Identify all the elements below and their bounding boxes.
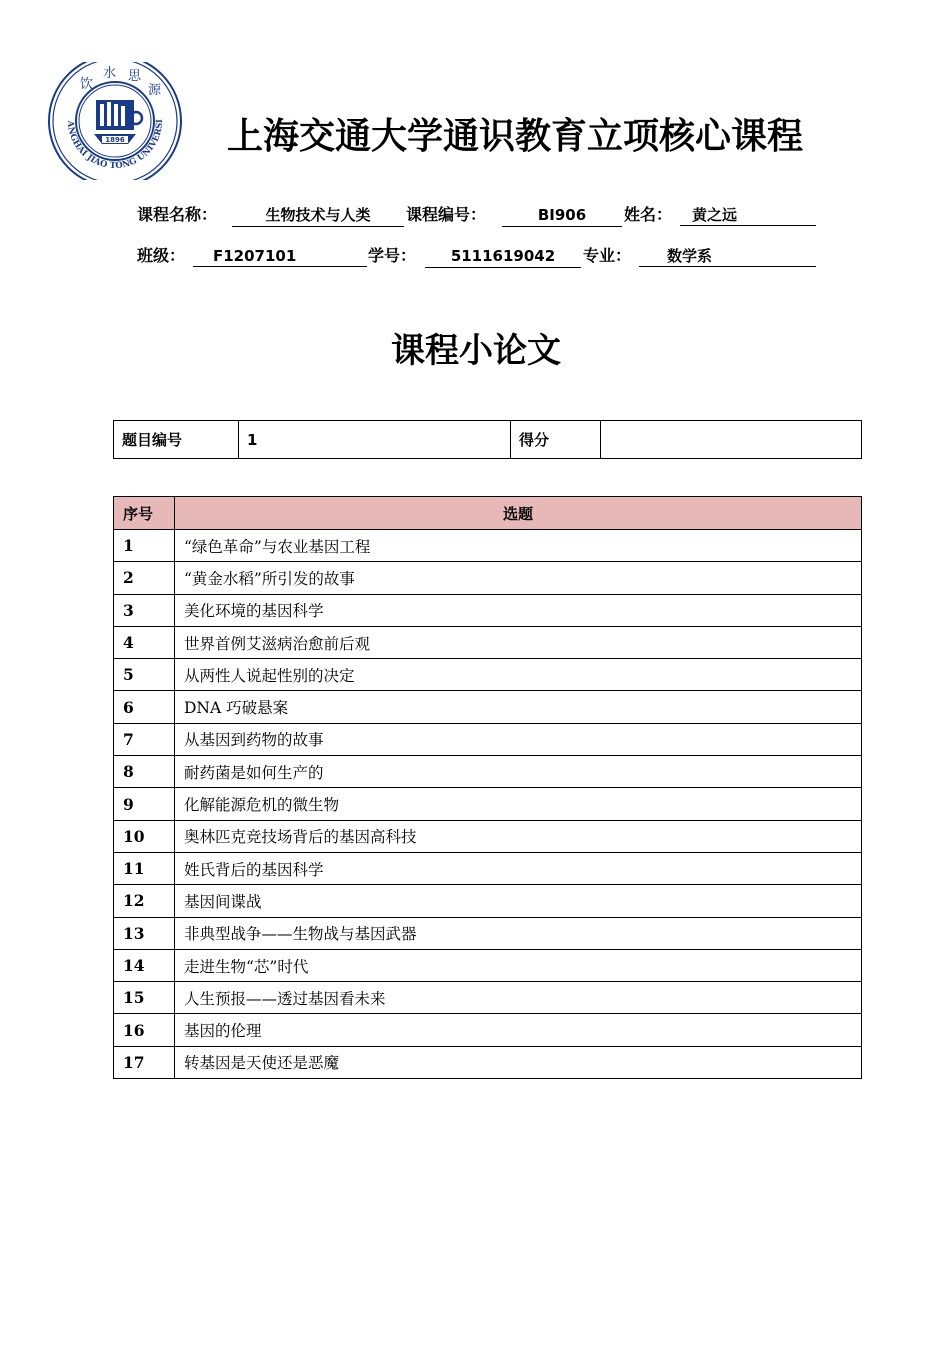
topic-number: 3 bbox=[114, 594, 175, 626]
class-value: F1207101 bbox=[193, 245, 367, 267]
topic-title: 基因的伦理 bbox=[175, 1014, 862, 1046]
class-label: 班级： bbox=[137, 246, 186, 265]
topic-number: 10 bbox=[114, 820, 175, 852]
paper-title: 课程小论文 bbox=[391, 331, 561, 371]
topics-body bbox=[114, 530, 862, 1079]
topic-number-label: 题目编号 bbox=[114, 421, 239, 459]
table-row bbox=[114, 949, 862, 981]
table-row bbox=[114, 530, 862, 562]
table-row bbox=[114, 1046, 862, 1078]
topic-number: 16 bbox=[114, 1014, 175, 1046]
table-row bbox=[114, 723, 862, 755]
topic-number: 6 bbox=[114, 691, 175, 723]
table-row bbox=[114, 594, 862, 626]
svg-text:饮: 饮 bbox=[80, 77, 94, 92]
topic-number: 13 bbox=[114, 917, 175, 949]
university-title: 上海交通大学通识教育立项核心课程 bbox=[227, 116, 804, 157]
topic-number: 2 bbox=[114, 562, 175, 594]
topic-title: DNA 巧破悬案 bbox=[175, 691, 862, 723]
topic-title: 耐药菌是如何生产的 bbox=[175, 756, 862, 788]
topic-title: 美化环境的基因科学 bbox=[175, 594, 862, 626]
university-logo bbox=[48, 62, 184, 180]
topic-number-value: 1 bbox=[239, 421, 511, 459]
col-topic-header: 选题 bbox=[175, 497, 862, 530]
topic-title: 化解能源危机的微生物 bbox=[175, 788, 862, 820]
topic-title: 从基因到药物的故事 bbox=[175, 723, 862, 755]
major-label: 专业： bbox=[583, 246, 632, 265]
topic-number: 9 bbox=[114, 788, 175, 820]
name-value: 黄之远 bbox=[680, 204, 816, 226]
table-row bbox=[114, 852, 862, 884]
topic-title: “绿色革命”与农业基因工程 bbox=[175, 530, 862, 562]
table-row bbox=[114, 917, 862, 949]
score-table bbox=[113, 420, 862, 459]
major-value: 数学系 bbox=[639, 245, 816, 267]
table-row bbox=[114, 659, 862, 691]
topic-number: 12 bbox=[114, 885, 175, 917]
topic-number: 15 bbox=[114, 982, 175, 1014]
table-row bbox=[114, 885, 862, 917]
topic-number: 4 bbox=[114, 626, 175, 658]
topic-title: 非典型战争——生物战与基因武器 bbox=[175, 917, 862, 949]
topic-number: 5 bbox=[114, 659, 175, 691]
table-row bbox=[114, 562, 862, 594]
score-value bbox=[601, 421, 862, 459]
course-code-value: BI906 bbox=[502, 204, 622, 227]
topics-header-row bbox=[114, 497, 862, 530]
table-row bbox=[114, 691, 862, 723]
topics-table bbox=[113, 496, 862, 1079]
svg-text:水: 水 bbox=[103, 66, 117, 81]
table-row bbox=[114, 626, 862, 658]
svg-text:源: 源 bbox=[148, 83, 162, 98]
score-label: 得分 bbox=[511, 421, 601, 459]
table-row bbox=[114, 1014, 862, 1046]
table-row bbox=[114, 982, 862, 1014]
svg-text:思: 思 bbox=[128, 69, 142, 84]
topic-title: 世界首例艾滋病治愈前后观 bbox=[175, 626, 862, 658]
student-id-value: 5111619042 bbox=[425, 245, 581, 268]
topic-title: 基因间谍战 bbox=[175, 885, 862, 917]
topic-number: 8 bbox=[114, 756, 175, 788]
course-code-label: 课程编号： bbox=[406, 205, 487, 224]
topic-title: 奥林匹克竞技场背后的基因高科技 bbox=[175, 820, 862, 852]
topic-title: 姓氏背后的基因科学 bbox=[175, 852, 862, 884]
table-row bbox=[114, 756, 862, 788]
student-id-label: 学号： bbox=[368, 246, 417, 265]
name-label: 姓名： bbox=[624, 205, 673, 224]
table-row bbox=[114, 788, 862, 820]
topic-title: 转基因是天使还是恶魔 bbox=[175, 1046, 862, 1078]
topic-number: 7 bbox=[114, 723, 175, 755]
table-row bbox=[114, 820, 862, 852]
topic-title: “黄金水稻”所引发的故事 bbox=[175, 562, 862, 594]
col-number-header: 序号 bbox=[114, 497, 175, 530]
topic-number: 1 bbox=[114, 530, 175, 562]
course-name-label: 课程名称： bbox=[137, 205, 218, 224]
topic-number: 11 bbox=[114, 852, 175, 884]
course-name-value: 生物技术与人类 bbox=[232, 204, 404, 227]
topic-title: 走进生物“芯”时代 bbox=[175, 949, 862, 981]
logo-ring-text: ANGHAI JIAO TONG UNIVERSI bbox=[64, 119, 166, 172]
topic-number: 14 bbox=[114, 949, 175, 981]
topic-title: 人生预报——透过基因看未来 bbox=[175, 982, 862, 1014]
topic-title: 从两性人说起性别的决定 bbox=[175, 659, 862, 691]
logo-year: 1896 bbox=[105, 136, 125, 144]
topic-number: 17 bbox=[114, 1046, 175, 1078]
